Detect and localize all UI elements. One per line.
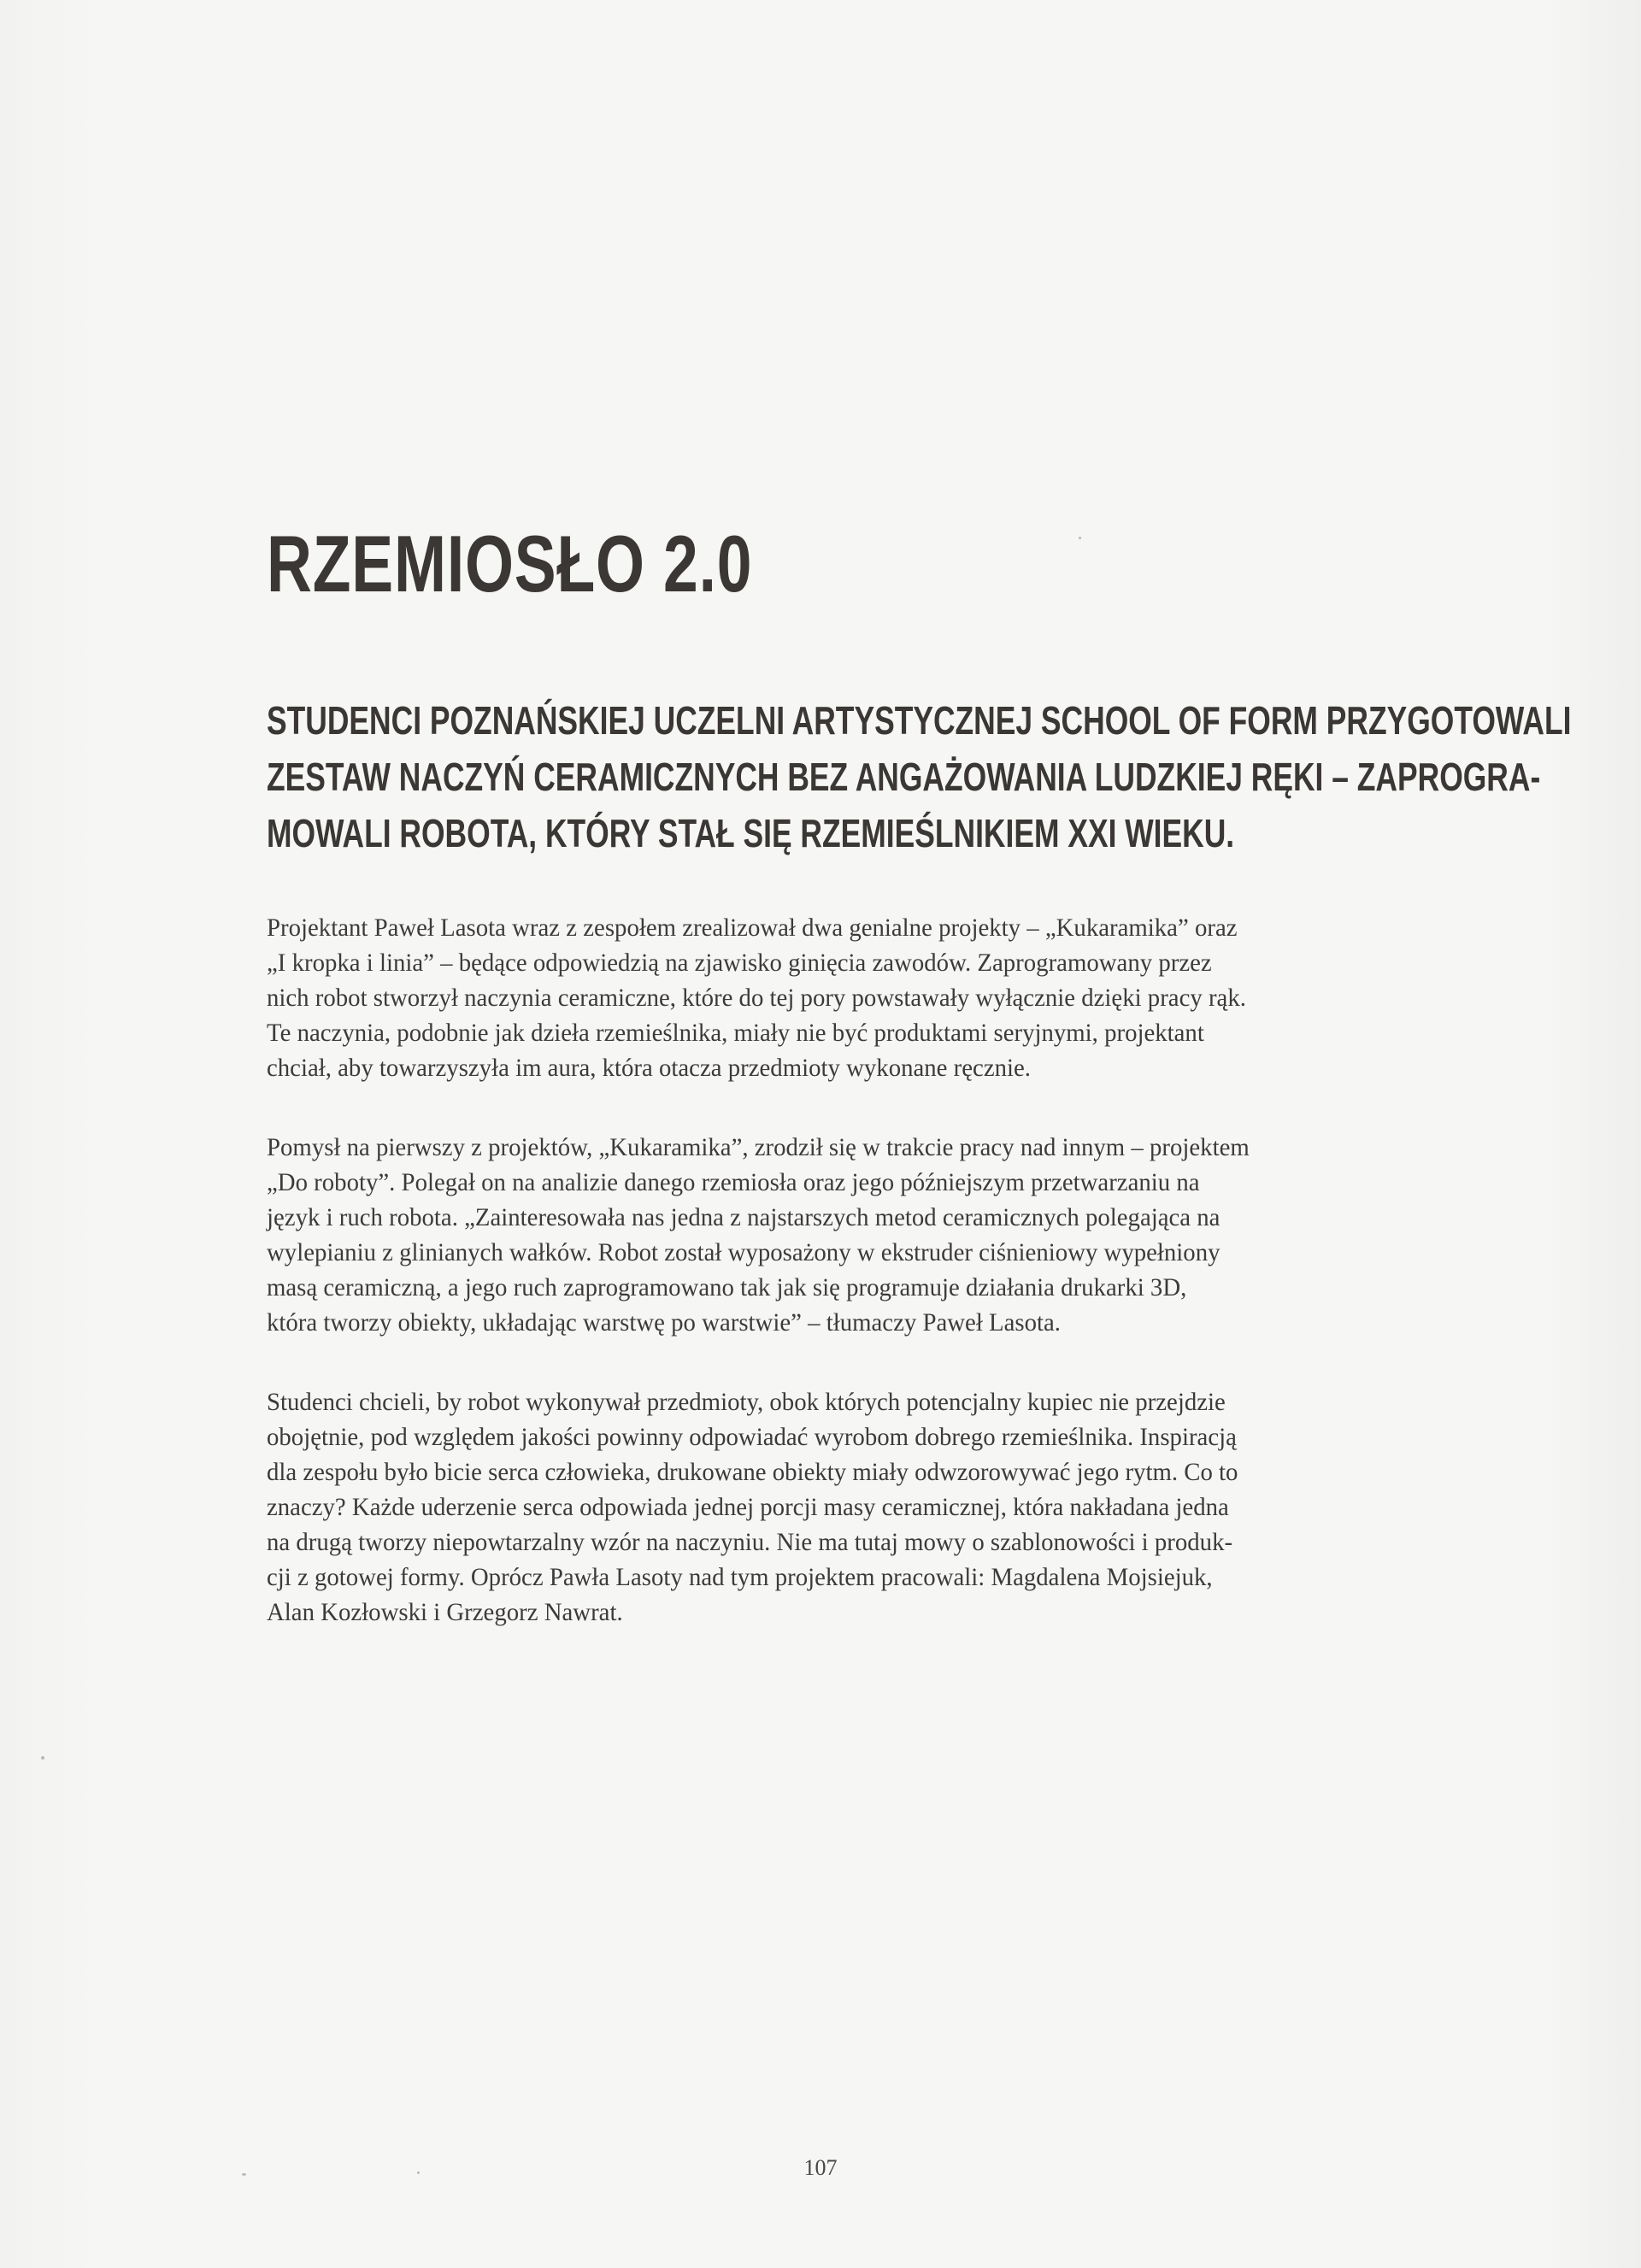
text-line: która tworzy obiekty, układając warstwę po warstwie” – tłumaczy Paweł Lasota. (267, 1308, 1062, 1337)
article-title: RZEMIOSŁO 2.0 (267, 519, 753, 608)
lead-line: MOWALI ROBOTA, KTÓRY STAŁ SIĘ RZEMIEŚLNIKIEM XXI WIEKU. (267, 811, 1235, 855)
text-line: „Do roboty”. Polegał on na analizie danego rzemiosła oraz jego późniejszym przetwarzaniu na (267, 1168, 1200, 1196)
scan-speck (242, 2173, 246, 2176)
paragraph-1 (267, 910, 1463, 1085)
text-line: Alan Kozłowski i Grzegorz Nawrat. (267, 1598, 623, 1626)
text-line: na drugą tworzy niepowtarzalny wzór na naczyniu. Nie ma tutaj mowy o szablonowości i produk- (267, 1528, 1233, 1556)
text-line: obojętnie, pod względem jakości powinny odpowiadać wyrobom dobrego rzemieślnika. Inspiracją (267, 1423, 1237, 1451)
text-line: Studenci chcieli, by robot wykonywał przedmioty, obok których potencjalny kupiec nie przejdzie (267, 1388, 1226, 1416)
text-line: cji z gotowej formy. Oprócz Pawła Lasoty nad tym projektem pracowali: Magdalena Mojsiejuk, (267, 1563, 1213, 1591)
lead-line: ZESTAW NACZYŃ CERAMICZNYCH BEZ ANGAŻOWANIA LUDZKIEJ RĘKI – ZAPROGRA- (267, 755, 1541, 799)
text-line: Pomysł na pierwszy z projektów, „Kukaramika”, zrodził się w trakcie pracy nad innym – projektem (267, 1133, 1250, 1161)
scan-speck (1079, 537, 1081, 539)
text-line: wylepianiu z glinianych wałków. Robot został wyposażony w ekstruder ciśnieniowy wypełniony (267, 1238, 1220, 1266)
paragraph-3 (267, 1384, 1463, 1630)
text-line: język i ruch robota. „Zainteresowała nas jedna z najstarszych metod ceramicznych polegająca na (267, 1203, 1220, 1231)
lead-line: STUDENCI POZNAŃSKIEJ UCZELNI ARTYSTYCZNEJ SCHOOL OF FORM PRZYGOTOWALI (267, 698, 1572, 743)
scan-speck (41, 1756, 44, 1760)
text-line: nich robot stworzył naczynia ceramiczne, które do tej pory powstawały wyłącznie dzięki pracy rąk. (267, 984, 1246, 1012)
text-line: chciał, aby towarzyszyła im aura, która otacza przedmioty wykonane ręcznie. (267, 1054, 1031, 1082)
text-line: Te naczynia, podobnie jak dzieła rzemieślnika, miały nie być produktami seryjnymi, projektant (267, 1019, 1204, 1047)
article (267, 519, 1572, 1626)
paragraph-2 (267, 1130, 1463, 1340)
text-line: dla zespołu było bicie serca człowieka, drukowane obiekty miały odwzorowywać jego rytm. Co to (267, 1458, 1238, 1486)
article-lead (267, 692, 1572, 861)
text-line: znaczy? Każde uderzenie serca odpowiada jednej porcji masy ceramicznej, która nakładana jedna (267, 1493, 1229, 1521)
scan-speck (417, 2171, 420, 2174)
text-line: masą ceramiczną, a jego ruch zaprogramowano tak jak się programuje działania drukarki 3D, (267, 1273, 1187, 1301)
text-line: Projektant Paweł Lasota wraz z zespołem zrealizował dwa genialne projekty – „Kukaramika” oraz (267, 914, 1238, 942)
page-number: 107 (803, 2155, 838, 2180)
text-line: „I kropka i linia” – będące odpowiedzią na zjawisko ginięcia zawodów. Zaprogramowany przez (267, 949, 1212, 977)
article-body (267, 910, 1463, 1674)
